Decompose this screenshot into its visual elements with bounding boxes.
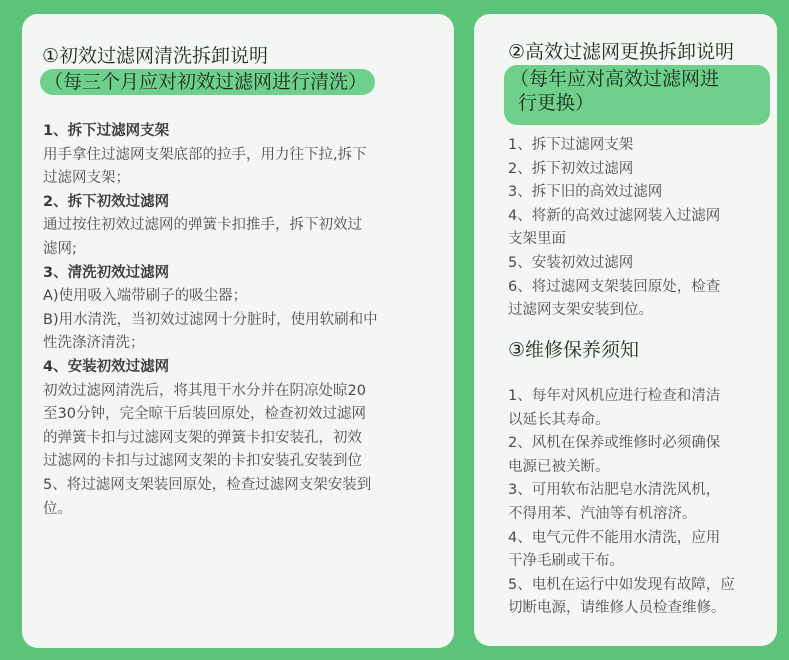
maintenance-line: 不得用苯、汽油等有机溶济。 [508, 505, 697, 522]
step-heading: 1、拆下过滤网支架 [43, 123, 170, 139]
left-instructions [43, 120, 378, 521]
step-text: 用手拿住过滤网支架底部的拉手，用力往下拉,拆下 [43, 146, 367, 163]
replacement-step-line: 5、安装初效过滤网 [508, 254, 634, 271]
step-text: 通过按住初效过滤网的弹簧卡扣推手，拆下初效过 [43, 217, 362, 234]
step-text: 过滤网的卡扣与过滤网支架的卡扣安装孔安装到位 [43, 453, 362, 470]
maintenance-line: 5、电机在运行中如发现有故障，应 [508, 576, 735, 593]
left-title: ①初效过滤网清洗拆卸说明 [42, 45, 269, 67]
step-text: 至30分钟，完全晾干后装回原处，检查初效过滤网 [43, 406, 366, 423]
right-card [474, 14, 777, 646]
maintenance-title: ③维修保养须知 [508, 339, 640, 361]
step-text: 位。 [43, 500, 72, 517]
replacement-step-line: 2、拆下初效过滤网 [508, 160, 634, 177]
step-text: A)使用吸入端带刷子的吸尘器； [43, 288, 248, 305]
maintenance-line: 电源已被关断。 [508, 458, 610, 475]
right-subtitle-pill [504, 65, 770, 125]
replacement-step-line: 过滤网支架安装到位。 [508, 302, 653, 319]
maintenance-line: 干净毛刷或干布。 [508, 553, 624, 570]
left-subtitle-pill [40, 69, 375, 95]
replacement-step-line: 1、拆下过滤网支架 [508, 137, 634, 153]
step-text: 性洗涤济清洗； [43, 335, 145, 352]
step-text: 滤网; [43, 240, 77, 257]
step-text: 5、将过滤网支架装回原处，检查过滤网支架安装到 [43, 476, 372, 493]
right-title: ②高效过滤网更换拆卸说明 [508, 41, 735, 63]
step-heading: 3、清洗初效过滤网 [43, 264, 170, 281]
maintenance-line: 4、电气元件不能用水清洗，应用 [508, 529, 721, 546]
replacement-step-line: 6、将过滤网支架装回原处，检查 [508, 278, 721, 295]
right-subtitle-line2: 行更换） [518, 92, 595, 114]
maintenance-line: 2、风机在保养或维修时必须确保 [508, 435, 721, 452]
maintenance-line: 以延长其寿命。 [508, 411, 610, 428]
step-text: 初效过滤网清洗后，将其甩干水分并在阴凉处晾20 [43, 382, 366, 399]
replacement-steps [508, 134, 720, 323]
replacement-step-line: 3、拆下旧的高效过滤网 [508, 184, 663, 201]
step-heading: 2、拆下初效过滤网 [43, 193, 170, 210]
step-text: 的弹簧卡扣与过滤网支架的弹簧卡扣安装孔，初效 [43, 429, 362, 446]
left-subtitle: （每三个月应对初效过滤网进行清洗） [44, 71, 368, 93]
maintenance-line: 1、每年对风机应进行检查和清洁 [508, 388, 721, 404]
right-subtitle-line1: （每年应对高效过滤网进 [510, 68, 720, 90]
step-text: 过滤网支架； [43, 170, 130, 187]
maintenance-line: 切断电源，请维修人员检查维修。 [508, 600, 726, 617]
step-text: B)用水清洗，当初效过滤网十分脏时，使用软刷和中 [43, 311, 378, 328]
maintenance-line: 3、可用软布沾肥皂水清洗风机， [508, 482, 721, 499]
left-card [22, 14, 454, 648]
replacement-step-line: 支架里面 [508, 231, 566, 248]
replacement-step-line: 4、将新的高效过滤网装入过滤网 [508, 207, 721, 224]
maintenance-notes [508, 385, 735, 621]
step-heading: 4、安装初效过滤网 [43, 358, 170, 375]
